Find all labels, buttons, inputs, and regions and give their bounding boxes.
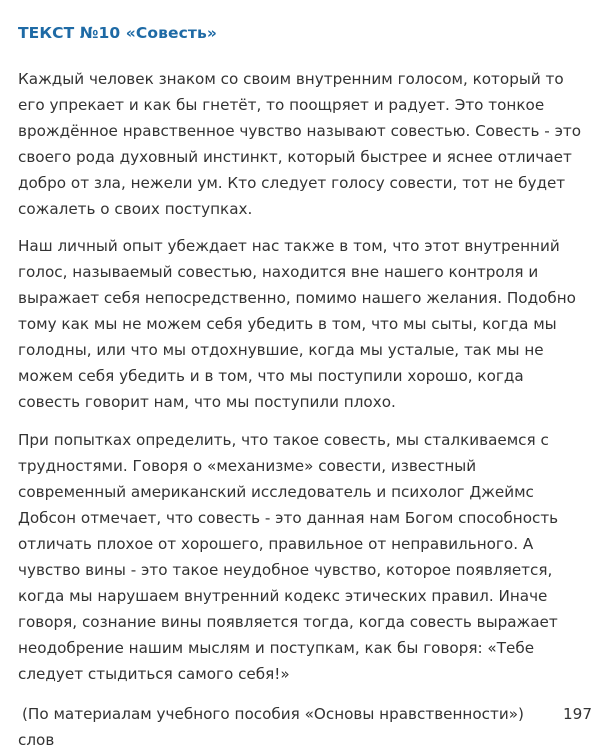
text-line: современный американский исследователь и психолог Джеймс xyxy=(18,483,534,501)
paragraph-3 xyxy=(18,427,596,687)
text-title: ТЕКСТ №10 «Совесть» xyxy=(18,24,218,42)
text-line: когда мы нарушаем внутренний кодекс этических правил. Иначе xyxy=(18,587,548,605)
text-line: совесть говорит нам, что мы поступили плохо. xyxy=(18,393,396,411)
text-line: трудностями. Говоря о «механизме» совести, известный xyxy=(18,457,477,475)
text-line: можем себя убедить и в том, что мы поступили хорошо, когда xyxy=(18,367,524,385)
text-line: тому как мы не можем себя убедить в том, что мы сыты, когда мы xyxy=(18,315,557,333)
text-line: голос, называемый совестью, находится вне нашего контроля и xyxy=(18,263,539,281)
word-count-unit: слов xyxy=(18,731,55,749)
paragraph-1 xyxy=(18,66,596,222)
text-line: голодны, или что мы отдохнувшие, когда мы усталые, так мы не xyxy=(18,341,544,359)
text-line: сожалеть о своих поступках. xyxy=(18,200,253,218)
source-citation: (По материалам учебного пособия «Основы нравственности») xyxy=(22,705,524,723)
text-line: отличать плохое от хорошего, правильное от неправильного. А xyxy=(18,535,534,553)
text-line: Каждый человек знаком со своим внутренним голосом, который то xyxy=(18,70,564,88)
text-line: неодобрение нашим мыслям и поступкам, как бы говоря: «Тебе xyxy=(18,639,535,657)
word-count: 197 xyxy=(563,705,592,723)
text-line: При попытках определить, что такое совесть, мы сталкиваемся с xyxy=(18,431,549,449)
text-line: добро от зла, нежели ум. Кто следует голосу совести, тот не будет xyxy=(18,174,566,192)
text-line: Добсон отмечает, что совесть - это данная нам Богом способность xyxy=(18,509,559,527)
text-line: следует стыдиться самого себя!» xyxy=(18,665,290,683)
text-line: его упрекает и как бы гнетёт, то поощряет и радует. Это тонкое xyxy=(18,96,545,114)
paragraph-2 xyxy=(18,233,596,415)
text-line: говоря, сознание вины появляется тогда, когда совесть выражает xyxy=(18,613,558,631)
text-line: чувство вины - это такое неудобное чувство, которое появляется, xyxy=(18,561,553,579)
text-line: врождённое нравственное чувство называют совестью. Совесть - это xyxy=(18,122,582,140)
text-line: своего рода духовный инстинкт, который быстрее и яснее отличает xyxy=(18,148,572,166)
text-line: Наш личный опыт убеждает нас также в том, что этот внутренний xyxy=(18,237,560,255)
text-line: выражает себя непосредственно, помимо нашего желания. Подобно xyxy=(18,289,576,307)
